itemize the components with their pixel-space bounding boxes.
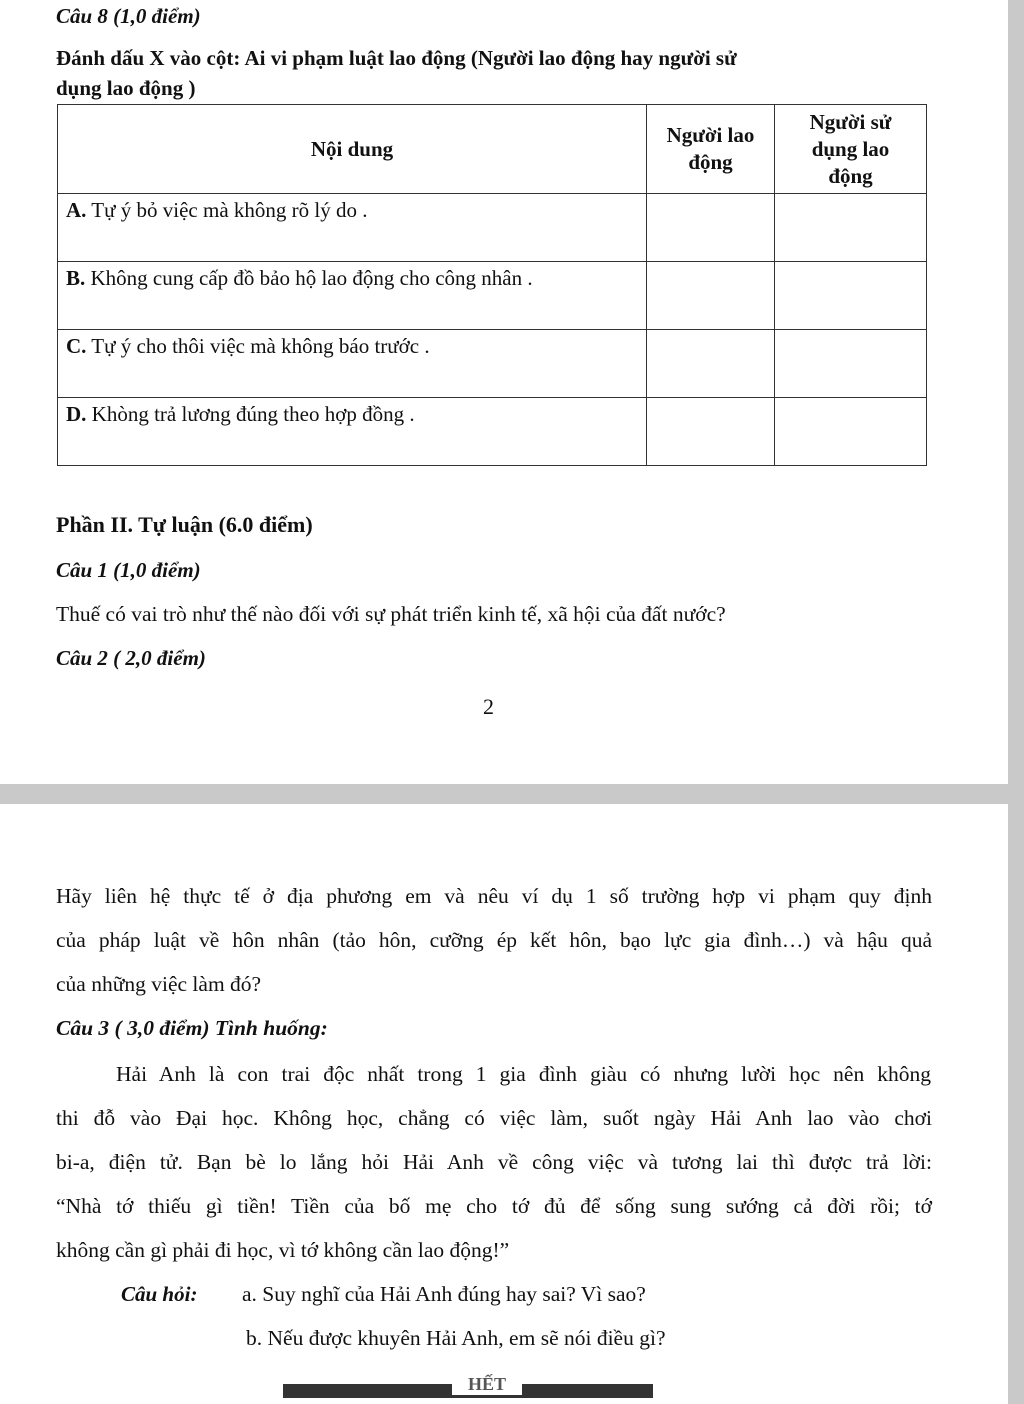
q3-heading: Câu 3 ( 3,0 điểm) Tình huống: [56,1016,328,1040]
q8-instruction-line2: dụng lao động ) [56,76,196,100]
violation-table [57,104,927,466]
row-a-employer-cell[interactable] [775,194,927,262]
q8-instruction-line1: Đánh dấu X vào cột: Ai vi phạm luật lao động (Người lao động hay người sử [56,46,737,70]
q2-line1: Hãy liên hệ thực tế ở địa phương em và nêu ví dụ 1 số trường hợp vi phạm quy định [56,884,932,908]
row-b-worker-cell[interactable] [647,262,775,330]
story-line2: thi đỗ vào Đại học. Không học, chẳng có việc làm, suốt ngày Hải Anh lao vào chơi [56,1106,932,1130]
row-text: Khòng trả lương đúng theo hợp đồng . [86,402,415,427]
row-a-content [58,194,647,262]
header-worker-line2: động [688,150,733,175]
header-content-label: Nội dung [310,136,394,161]
row-text: Không cung cấp đồ bảo hộ lao động cho công nhân . [85,266,533,291]
row-d-worker-cell[interactable] [647,398,775,466]
row-d-employer-cell[interactable] [775,398,927,466]
header-employer-line2: dụng lao [811,136,890,161]
header-content [58,105,647,194]
row-b-employer-cell[interactable] [775,262,927,330]
question-b: b. Nếu được khuyên Hải Anh, em sẽ nói điều gì? [246,1326,666,1350]
story-line1: Hải Anh là con trai độc nhất trong 1 gia đình giàu có nhưng lười học nên không [116,1062,931,1086]
row-c-employer-cell[interactable] [775,330,927,398]
page-number: 2 [483,694,494,719]
q8-heading: Câu 8 (1,0 điểm) [56,4,201,28]
q1-text: Thuế có vai trò như thế nào đối với sự phát triển kinh tế, xã hội của đất nước? [56,602,726,626]
question-a: a. Suy nghĩ của Hải Anh đúng hay sai? Vì sao? [242,1282,646,1306]
questions-label: Câu hỏi: [121,1282,198,1306]
story-line5: không cần gì phải đi học, vì tớ không cần lao động!” [56,1238,510,1262]
q2-line2: của pháp luật về hôn nhân (tảo hôn, cưỡng ép kết hôn, bạo lực gia đình…) và hậu quả [56,928,932,952]
header-employer [775,105,927,194]
part2-heading: Phần II. Tự luận (6.0 điểm) [56,512,313,537]
row-d-content [58,398,647,466]
row-letter: B. [66,266,86,291]
q2-line3: của những việc làm đó? [56,972,262,996]
row-a-worker-cell[interactable] [647,194,775,262]
row-b-content [58,262,647,330]
story-line3: bi-a, điện tử. Bạn bè lo lắng hỏi Hải Anh về công việc và tương lai thì được trả lời: [56,1150,932,1174]
table-row [58,262,927,330]
header-employer-line1: Người sử [809,109,892,134]
row-text: Tự ý bỏ việc mà không rõ lý do . [86,198,368,223]
table-row [58,330,927,398]
end-text: HẾT [452,1374,522,1395]
header-worker-line1: Người lao [666,123,755,148]
row-c-content [58,330,647,398]
table-header-row [58,105,927,194]
q2-heading: Câu 2 ( 2,0 điểm) [56,646,206,670]
page-2 [0,804,1008,1404]
header-employer-line3: động [828,163,873,188]
table-row [58,398,927,466]
header-worker [647,105,775,194]
row-letter: D. [66,402,87,427]
story-line4: “Nhà tớ thiếu gì tiền! Tiền của bố mẹ cho tớ đủ để sống sung sướng cả đời rồi; tớ [56,1194,932,1218]
row-text: Tự ý cho thôi việc mà không báo trước . [86,334,430,359]
row-letter: A. [66,198,87,223]
q1-heading: Câu 1 (1,0 điểm) [56,558,201,582]
table-row [58,194,927,262]
row-letter: C. [66,334,87,359]
row-c-worker-cell[interactable] [647,330,775,398]
